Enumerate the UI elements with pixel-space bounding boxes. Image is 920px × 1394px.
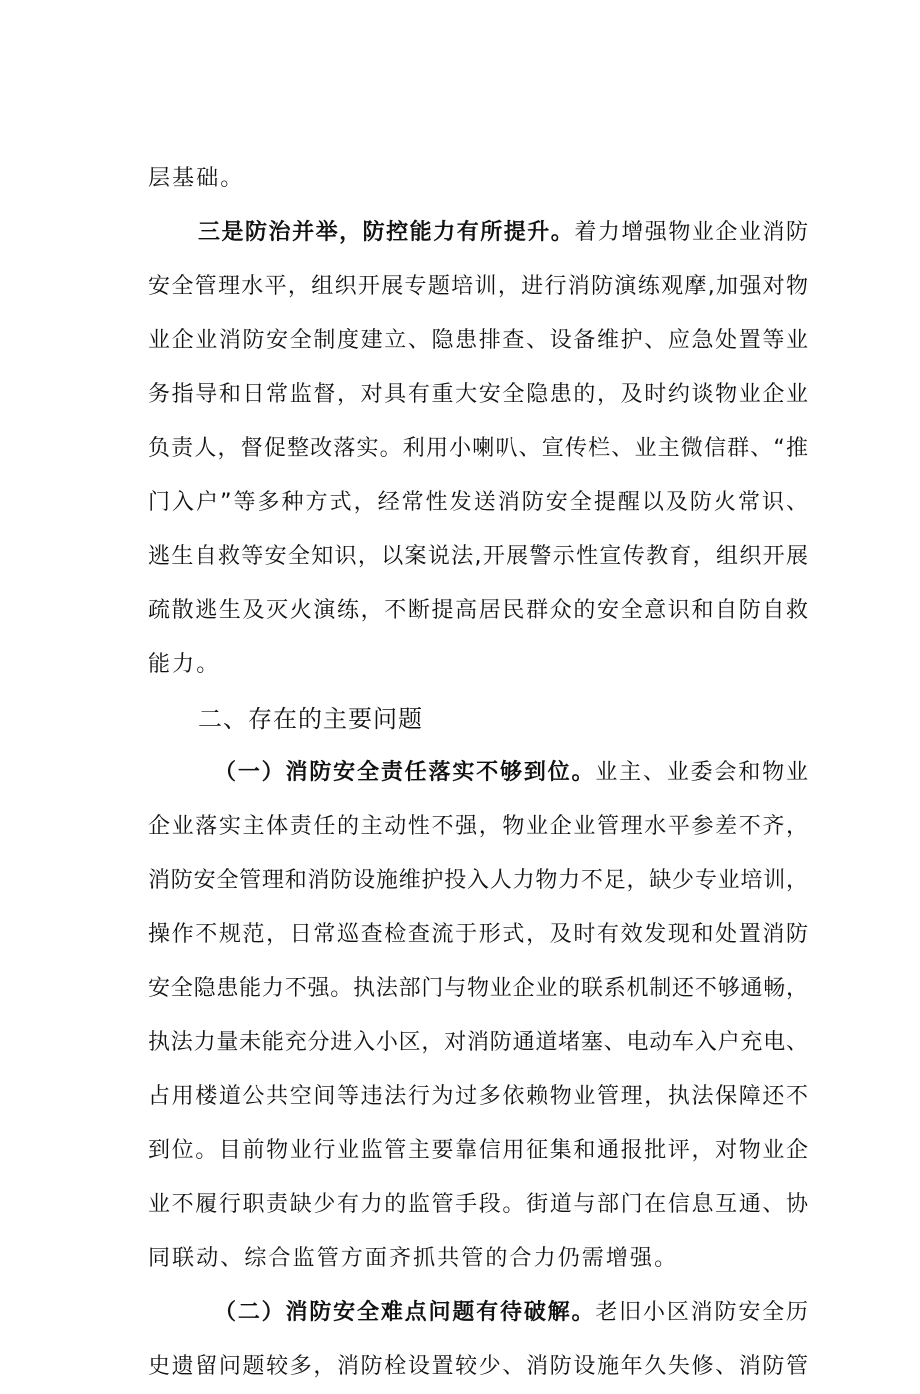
paragraph-line: 执法力量未能充分进入小区，对消防通道堵塞、电动车入户充电、 <box>148 1030 808 1055</box>
paragraph-lead: （一）消防安全责任落实不够到位。 <box>214 760 596 785</box>
paragraph-line: （二）消防安全难点问题有待破解。老旧小区消防安全历 <box>214 1300 808 1325</box>
paragraph-line: 安全管理水平，组织开展专题培训，进行消防演练观摩,加强对物 <box>148 274 808 299</box>
section-heading: 二、存在的主要问题 <box>198 705 423 733</box>
paragraph-line: 务指导和日常监督，对具有重大安全隐患的，及时约谈物业企业 <box>148 382 808 407</box>
paragraph-line: 层基础。 <box>148 166 245 191</box>
paragraph-line: 消防安全管理和消防设施维护投入人力物力不足，缺少专业培训， <box>148 868 808 893</box>
paragraph-line: 安全隐患能力不强。执法部门与物业企业的联系机制还不够通畅， <box>148 976 808 1001</box>
paragraph-line: 疏散逃生及灭火演练，不断提高居民群众的安全意识和自防自救 <box>148 598 808 623</box>
paragraph-line: 逃生自救等安全知识，以案说法,开展警示性宣传教育，组织开展 <box>148 544 808 569</box>
paragraph-line: 占用楼道公共空间等违法行为过多依赖物业管理，执法保障还不 <box>148 1084 808 1109</box>
paragraph-line: 三是防治并举，防控能力有所提升。着力增强物业企业消防 <box>198 220 808 245</box>
paragraph-line: 业企业消防安全制度建立、隐患排查、设备维护、应急处置等业 <box>148 328 808 353</box>
paragraph-lead: （二）消防安全难点问题有待破解。 <box>214 1300 596 1325</box>
paragraph-line: 门入户”等多种方式，经常性发送消防安全提醒以及防火常识、 <box>148 490 808 515</box>
paragraph-line: 史遗留问题较多，消防栓设置较少、消防设施年久失修、消防管 <box>148 1354 808 1379</box>
paragraph-line: 能力。 <box>148 652 221 677</box>
paragraph-line: 负责人，督促整改落实。利用小喇叭、宣传栏、业主微信群、“推 <box>148 436 808 461</box>
paragraph-line: （一）消防安全责任落实不够到位。业主、业委会和物业 <box>214 760 808 785</box>
paragraph-line: 操作不规范，日常巡查检查流于形式，及时有效发现和处置消防 <box>148 922 808 947</box>
paragraph-line: 业不履行职责缺少有力的监管手段。街道与部门在信息互通、协 <box>148 1192 808 1217</box>
paragraph-line: 到位。目前物业行业监管主要靠信用征集和通报批评，对物业企 <box>148 1138 808 1163</box>
paragraph-line: 企业落实主体责任的主动性不强，物业企业管理水平参差不齐， <box>148 814 808 839</box>
paragraph-line: 同联动、综合监管方面齐抓共管的合力仍需增强。 <box>148 1246 679 1271</box>
paragraph-lead: 三是防治并举，防控能力有所提升。 <box>198 220 575 245</box>
document-page <box>148 152 808 1394</box>
